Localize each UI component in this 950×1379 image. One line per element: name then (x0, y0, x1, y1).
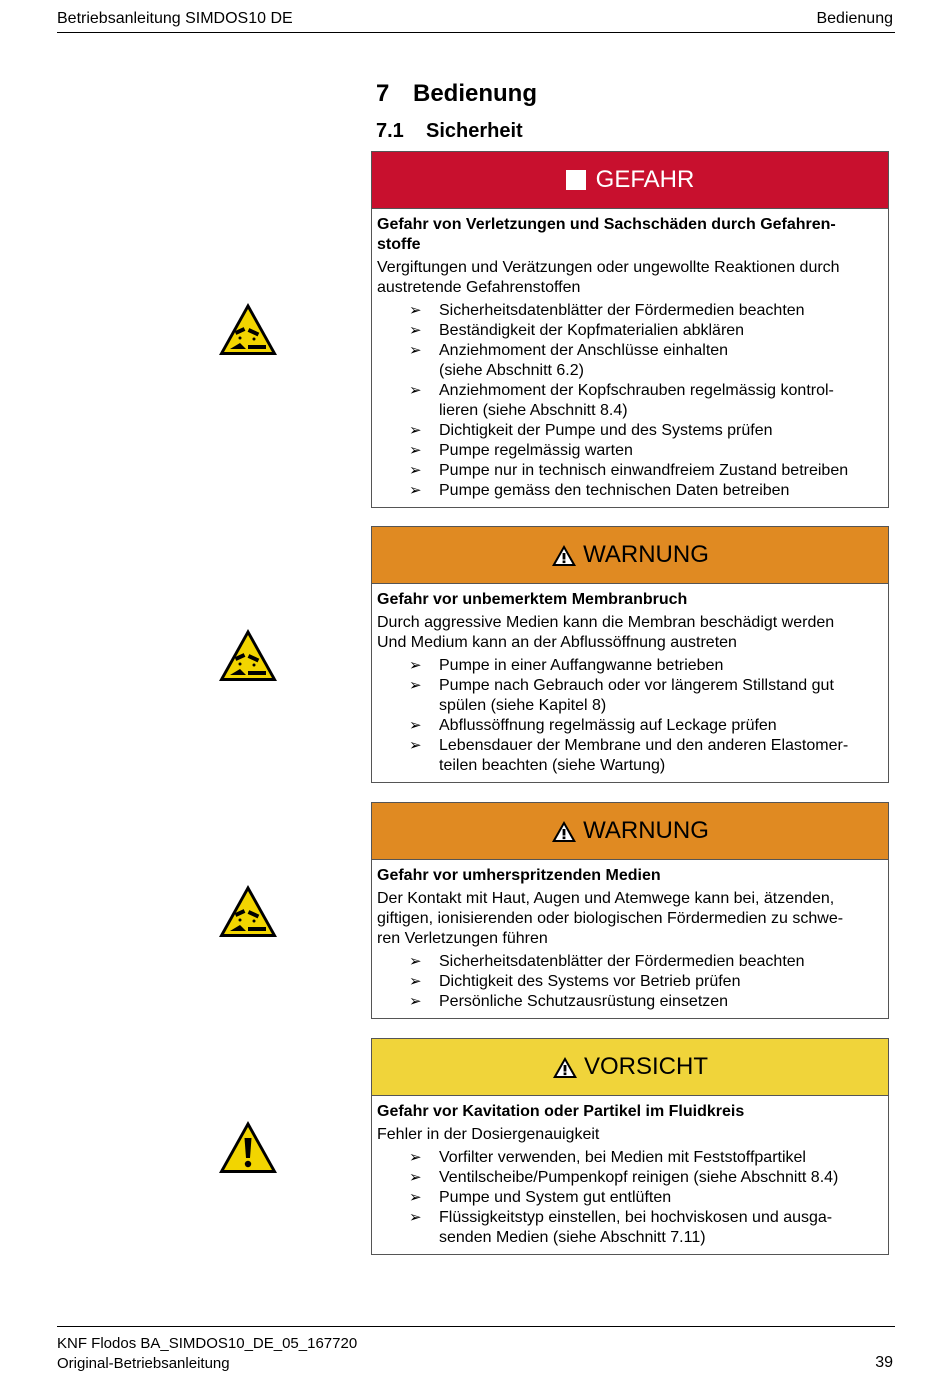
corrosive-hazard-icon (218, 302, 278, 356)
caution-box (371, 1038, 889, 1255)
signal-word: WARNUNG (583, 541, 709, 568)
arrow-bullet-icon: ➢ (409, 482, 422, 499)
chapter-number: 7 (376, 80, 390, 107)
list-item: ➢ Pumpe und System gut entlüften (409, 1189, 672, 1206)
measure-list (377, 656, 883, 776)
footer-document-id: KNF Flodos BA_SIMDOS10_DE_05_167720 (57, 1335, 358, 1352)
arrow-bullet-icon: ➢ (409, 657, 422, 674)
hazard-description: Durch aggressive Medien kann die Membran beschädigt werden Und Medium kann an der Abflussöffnung austreten (377, 614, 835, 651)
arrow-bullet-icon: ➢ (409, 717, 422, 734)
list-item: ➢ Ventilscheibe/Pumpenkopf reinigen (siehe Abschnitt 8.4) (409, 1169, 839, 1186)
footer-document-type: Original-Betriebsanleitung (57, 1355, 230, 1372)
list-item: ➢ Sicherheitsdatenblätter der Fördermedien beachten (409, 302, 805, 319)
danger-box (371, 151, 889, 508)
warning-box (371, 802, 889, 1019)
corrosive-hazard-icon (218, 884, 278, 938)
arrow-bullet-icon: ➢ (409, 322, 422, 339)
hazard-title: Gefahr vor umherspritzenden Medien (377, 867, 661, 884)
list-item: ➢ Flüssigkeitstyp einstellen, bei hochviskosen und ausga- senden Medien (siehe Abschnitt 7.11) (409, 1209, 833, 1246)
signal-word: VORSICHT (583, 1053, 708, 1080)
arrow-bullet-icon: ➢ (409, 1209, 422, 1226)
list-item: ➢ Dichtigkeit der Pumpe und des Systems prüfen (409, 422, 773, 439)
hazard-description: Fehler in der Dosiergenauigkeit (377, 1126, 600, 1143)
warning-triangle-icon (552, 1056, 578, 1079)
arrow-bullet-icon: ➢ (409, 422, 422, 439)
arrow-bullet-icon: ➢ (409, 973, 422, 990)
arrow-bullet-icon: ➢ (409, 382, 422, 399)
arrow-bullet-icon: ➢ (409, 737, 422, 754)
page-number: 39 (875, 1354, 893, 1371)
list-item: ➢ Pumpe regelmässig warten (409, 442, 633, 459)
list-item: ➢ Pumpe in einer Auffangwanne betrieben (409, 657, 724, 674)
header-right: Bedienung (816, 10, 893, 27)
list-item: ➢ Dichtigkeit des Systems vor Betrieb prüfen (409, 973, 741, 990)
hazard-title: Gefahr vor Kavitation oder Partikel im Fluidkreis (377, 1103, 745, 1120)
warning-box-header (372, 527, 888, 584)
list-item: ➢ Vorfilter verwenden, bei Medien mit Feststoffpartikel (409, 1149, 806, 1166)
arrow-bullet-icon: ➢ (409, 1189, 422, 1206)
corrosive-hazard-icon (218, 628, 278, 682)
list-item: ➢ Abflussöffnung regelmässig auf Leckage prüfen (409, 717, 777, 734)
arrow-bullet-icon: ➢ (409, 677, 422, 694)
measure-list (377, 301, 883, 501)
chapter-title: Bedienung (413, 80, 537, 107)
arrow-bullet-icon: ➢ (409, 953, 422, 970)
list-item: ➢ Anziehmoment der Kopfschrauben regelmässig kontrol- lieren (siehe Abschnitt 8.4) (409, 382, 834, 419)
arrow-bullet-icon: ➢ (409, 442, 422, 459)
header-left: Betriebsanleitung SIMDOS10 DE (57, 10, 293, 27)
warning-box-header (372, 803, 888, 860)
list-item: ➢ Sicherheitsdatenblätter der Fördermedien beachten (409, 953, 805, 970)
list-item: ➢ Pumpe nur in technisch einwandfreiem Zustand betreiben (409, 462, 849, 479)
chapter-heading (376, 80, 537, 108)
signal-word: GEFAHR (595, 166, 695, 193)
list-item: ➢ Pumpe gemäss den technischen Daten betreiben (409, 482, 790, 499)
list-item: ➢ Anziehmoment der Anschlüsse einhalten (siehe Abschnitt 6.2) (409, 342, 729, 379)
arrow-bullet-icon: ➢ (409, 993, 422, 1010)
hazard-title: Gefahr vor unbemerktem Membranbruch (377, 591, 688, 608)
footer-rule (57, 1326, 895, 1327)
arrow-bullet-icon: ➢ (409, 342, 422, 359)
arrow-bullet-icon: ➢ (409, 1149, 422, 1166)
list-item: ➢ Pumpe nach Gebrauch oder vor längerem Stillstand gut spülen (siehe Kapitel 8) (409, 677, 834, 714)
caution-box-header (372, 1039, 888, 1096)
section-number: 7.1 (376, 120, 404, 142)
warning-triangle-icon (551, 820, 577, 843)
warning-box (371, 526, 889, 783)
section-heading (376, 120, 523, 143)
hazard-title: Gefahr von Verletzungen und Sachschäden durch Gefahren- stoffe (377, 216, 836, 253)
section-title: Sicherheit (426, 120, 523, 142)
list-item: ➢ Persönliche Schutzausrüstung einsetzen (409, 993, 729, 1010)
hazard-description: Der Kontakt mit Haut, Augen und Atemwege kann bei, ätzenden, giftigen, ionisierenden oder biologischen Fördermedien zu schwe- ren Verletzungen führen (377, 890, 844, 947)
list-item: ➢ Beständigkeit der Kopfmaterialien abklären (409, 322, 745, 339)
danger-box-header (372, 152, 888, 209)
warning-triangle-icon (551, 544, 577, 567)
signal-word: WARNUNG (583, 817, 709, 844)
danger-square-icon (566, 170, 586, 190)
arrow-bullet-icon: ➢ (409, 302, 422, 319)
general-warning-icon (218, 1120, 278, 1174)
hazard-description: Vergiftungen und Verätzungen oder ungewollte Reaktionen durch austretende Gefahrenstoffen (377, 259, 840, 296)
measure-list (377, 1148, 883, 1248)
header-rule (57, 32, 895, 33)
arrow-bullet-icon: ➢ (409, 1169, 422, 1186)
arrow-bullet-icon: ➢ (409, 462, 422, 479)
list-item: ➢ Lebensdauer der Membrane und den anderen Elastomer- teilen beachten (siehe Wartung) (409, 737, 849, 774)
measure-list (377, 952, 883, 1012)
